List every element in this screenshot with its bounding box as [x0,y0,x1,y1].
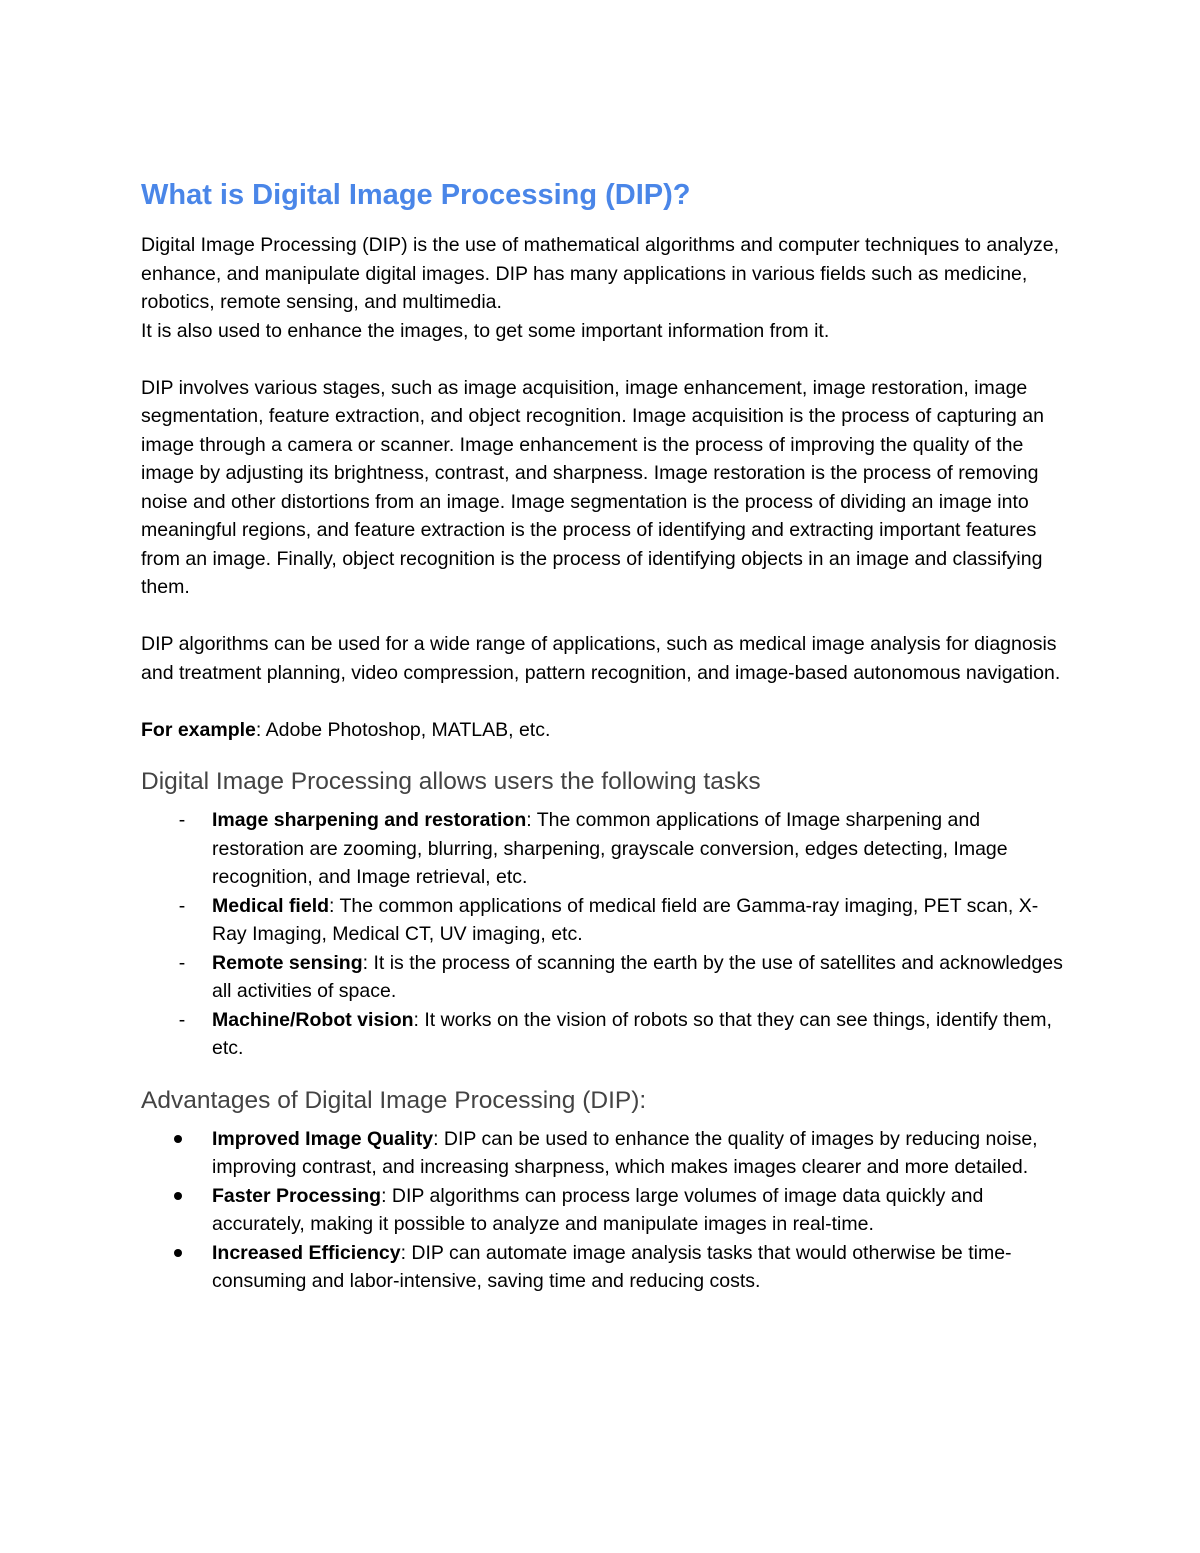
list-item [141,1125,1066,1182]
list-item [141,892,1066,949]
advantage-term: Improved Image Quality [212,1127,434,1150]
stages-paragraph: DIP involves various stages, such as image acquisition, image enhancement, image restoration, image segmentation, feature extraction, and object recognition. Image acquisition is the process of capturing an image through a camera or scanner. Image enhancement is the process of improving the quality of the image by adjusting its brightness, contrast, and sharpness. Image restoration is the process of removing noise and other distortions from an image. Image segmentation is the process of dividing an image into meaningful regions, and feature extraction is the process of identifying and extracting important features from an image. Finally, object recognition is the process of identifying objects in an image and classifying them. [141,376,1044,598]
bullet-icon [174,1192,182,1200]
list-item [141,1182,1066,1239]
tasks-heading: Digital Image Processing allows users the following tasks [141,768,761,795]
spacer [141,602,1066,631]
task-term: Image sharpening and restoration [212,809,527,831]
advantage-term: Increased Efficiency [212,1241,401,1264]
task-term: Remote sensing [212,951,363,974]
task-term: Machine/Robot vision [212,1008,414,1031]
dash-bullet: - [178,951,186,974]
example-text: : Adobe Photoshop, MATLAB, etc. [255,718,551,741]
intro-paragraph: Digital Image Processing (DIP) is the use of mathematical algorithms and computer techniques to analyze, enhance, and manipulate digital images. DIP has many applications in various fields such as medicine, robotics, remote sensing, and multimedia. [141,234,1060,313]
list-item [141,1239,1066,1296]
spacer [141,744,1066,766]
tasks-list [141,806,1066,1063]
spacer [141,687,1066,716]
document-page [141,176,1066,1296]
intro-paragraph-2: It is also used to enhance the images, to get some important information from it. [141,319,830,342]
advantages-heading: Advantages of Digital Image Processing (DIP): [141,1086,647,1114]
advantage-term: Faster Processing [212,1184,382,1207]
dash-bullet: - [178,1008,186,1031]
page-title: What is Digital Image Processing (DIP)? [141,179,691,211]
dash-bullet: - [178,809,186,831]
applications-paragraph: DIP algorithms can be used for a wide range of applications, such as medical image analysis for diagnosis and treatment planning, video compression, pattern recognition, and image-based autonomous navigation. [141,633,1061,684]
list-item [141,1006,1066,1063]
dash-bullet: - [178,894,186,917]
bullet-icon [174,1249,182,1257]
example-label: For example [141,718,256,741]
list-item [141,806,1066,892]
spacer [141,1063,1066,1085]
task-text: : The common applications of Image sharpening and restoration are zooming, blurring, sharpening, grayscale conversion, edges detecting, Image recognition, and Image retrieval, etc. [212,809,1008,888]
advantage-text: : DIP can be used to enhance the quality of images by reducing noise, improving contrast, and increasing sharpness, which makes images clearer and more detailed. [212,1127,1038,1178]
advantage-text: : DIP can automate image analysis tasks that would otherwise be time-consuming and labor-intensive, saving time and reducing costs. [212,1241,1012,1292]
example-paragraph [141,716,1066,745]
list-item [141,949,1066,1006]
task-text: : It is the process of scanning the earth by the use of satellites and acknowledges all activities of space. [212,951,1063,1002]
bullet-icon [174,1135,182,1143]
task-text: : The common applications of medical field are Gamma-ray imaging, PET scan, X-Ray Imaging, Medical CT, UV imaging, etc. [212,894,1039,945]
advantages-list [141,1125,1066,1296]
advantage-text: : DIP algorithms can process large volumes of image data quickly and accurately, making it possible to analyze and manipulate images in real-time. [212,1184,984,1235]
task-text: : It works on the vision of robots so that they can see things, identify them, etc. [212,1008,1052,1059]
task-term: Medical field [212,894,330,917]
spacer [141,345,1066,374]
